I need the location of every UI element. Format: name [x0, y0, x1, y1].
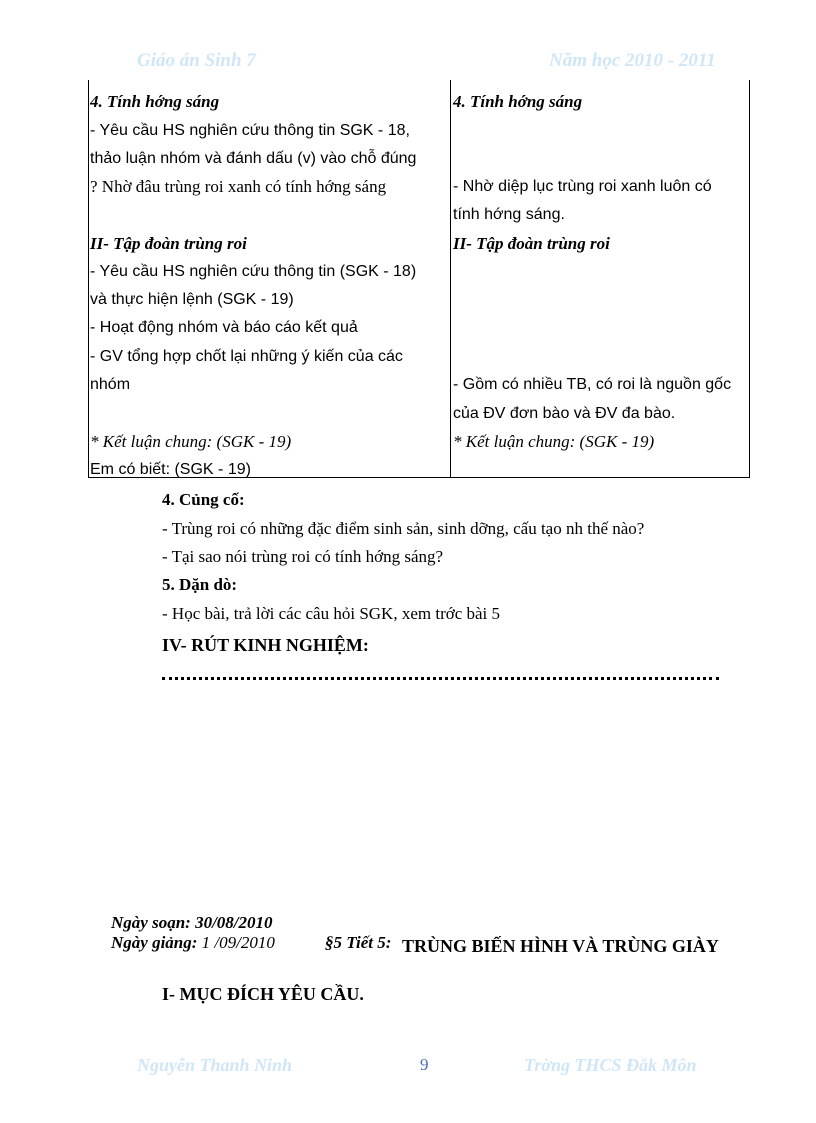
objectives-heading: I- MỤC ĐÍCH YÊU CẦU.: [162, 984, 364, 1004]
right-line: - Nhờ diệp lục trùng roi xanh luôn có: [453, 178, 712, 195]
rut-kinh-nghiem-heading: IV- RÚT KINH NGHIỆM:: [162, 635, 369, 655]
left-line: - Yêu cầu HS nghiên cứu thông tin SGK - 18,: [90, 122, 410, 139]
left-line: - GV tổng hợp chốt lại những ý kiến của các: [90, 348, 403, 365]
header-subject: Giáo án Sinh 7: [137, 50, 256, 71]
left-conclusion: * Kết luận chung: (SGK - 19): [90, 432, 292, 451]
teaching-date-label: Ngày giảng:: [111, 933, 198, 952]
left-heading-colony: II- Tập đoàn trùng roi: [90, 234, 247, 253]
right-heading-colony: II- Tập đoàn trùng roi: [453, 234, 610, 253]
left-line: ? Nhờ đâu trùng roi xanh có tính hớng sáng: [90, 177, 387, 196]
cung-co-question-2: - Tại sao nói trùng roi có tính hớng sáng?: [162, 547, 444, 566]
prepared-date: [111, 913, 273, 933]
lesson-title: TRÙNG BIẾN HÌNH VÀ TRÙNG GIÀY: [402, 936, 719, 956]
footer-school: Trờng THCS Đắk Môn: [524, 1055, 697, 1075]
prepared-date-label: Ngày soạn:: [111, 913, 191, 932]
right-line: - Gồm có nhiều TB, có roi là nguồn gốc: [453, 376, 732, 393]
left-line: - Hoạt động nhóm và báo cáo kết quả: [90, 319, 358, 336]
left-heading-phototaxis: 4. Tính hớng sáng: [90, 92, 220, 111]
table-column-divider: [450, 80, 451, 478]
page-number: 9: [420, 1055, 429, 1074]
left-line: nhóm: [90, 376, 131, 393]
left-line: và thực hiện lệnh (SGK - 19): [90, 291, 294, 308]
dotted-writing-line: [162, 668, 719, 680]
dan-do-heading: 5. Dặn dò:: [162, 575, 238, 594]
teaching-date: [111, 933, 275, 953]
right-line: tính hớng sáng.: [453, 206, 565, 223]
left-did-you-know: Em có biết: (SGK - 19): [90, 461, 251, 478]
left-line: - Yêu cầu HS nghiên cứu thông tin (SGK - 18): [90, 263, 417, 280]
right-conclusion: * Kết luận chung: (SGK - 19): [453, 432, 655, 451]
dan-do-item-1: - Học bài, trả lời các câu hỏi SGK, xem trớc bài 5: [162, 604, 501, 623]
right-line: của ĐV đơn bào và ĐV đa bào.: [453, 405, 676, 422]
left-line: thảo luận nhóm và đánh dấu (v) vào chỗ đúng: [90, 150, 417, 167]
cung-co-question-1: - Trùng roi có những đặc điểm sinh sản, sinh dỡng, cấu tạo nh thế nào?: [162, 519, 645, 538]
right-heading-phototaxis: 4. Tính hớng sáng: [453, 92, 583, 111]
lesson-section-label: §5 Tiết 5:: [325, 933, 392, 952]
teaching-date-value: 1 /09/2010: [201, 933, 275, 952]
footer-author: Nguyễn Thanh Ninh: [137, 1055, 293, 1075]
prepared-date-value: 30/08/2010: [195, 913, 273, 932]
header-school-year: Năm học 2010 - 2011: [549, 50, 716, 71]
cung-co-heading: 4. Củng cố:: [162, 490, 245, 509]
